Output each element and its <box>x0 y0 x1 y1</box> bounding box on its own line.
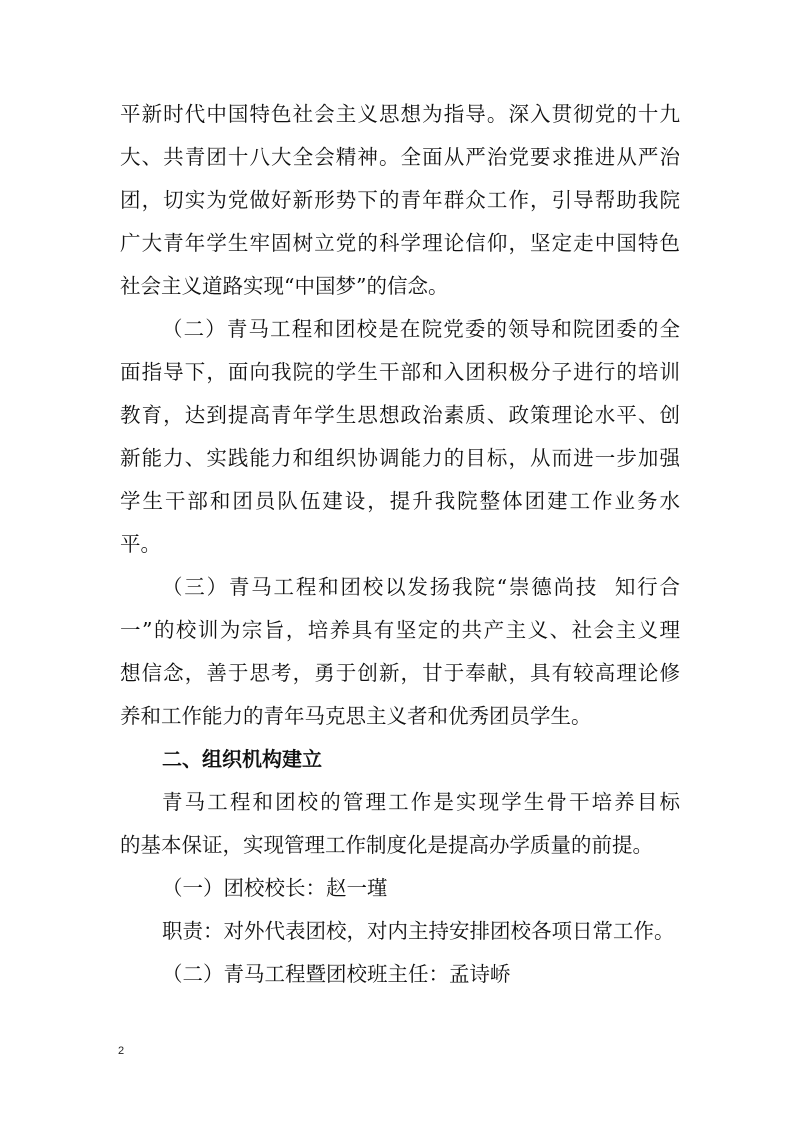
paragraph-line: 职责：对外代表团校，对内主持安排团校各项日常工作。 <box>162 919 675 943</box>
paragraph-line: 养和工作能力的青年马克思主义者和优秀团员学生。 <box>120 704 592 728</box>
paragraph-line: 大、共青团十八大全会精神。全面从严治党要求推进从严治 <box>120 145 680 169</box>
paragraph-line: 学生干部和团员队伍建设，提升我院整体团建工作业务水 <box>120 489 680 513</box>
section-heading: 二、组织机构建立 <box>162 747 322 771</box>
paragraph-line: 面指导下，面向我院的学生干部和入团积极分子进行的培训 <box>120 360 680 384</box>
paragraph-line: 团，切实为党做好新形势下的青年群众工作，引导帮助我院 <box>120 188 680 212</box>
page-number: 2 <box>118 1045 125 1057</box>
paragraph-line: （二）青马工程和团校是在院党委的领导和院团委的全 <box>162 317 680 341</box>
paragraph-line: 平新时代中国特色社会主义思想为指导。深入贯彻党的十九 <box>120 102 680 126</box>
paragraph-line: （一）团校校长：赵一瑾 <box>162 876 388 900</box>
paragraph-line: 新能力、实践能力和组织协调能力的目标，从而进一步加强 <box>120 446 680 470</box>
paragraph-line: （二）青马工程暨团校班主任：孟诗峤 <box>162 962 511 986</box>
paragraph-line: 社会主义道路实现“中国梦”的信念。 <box>120 274 449 298</box>
paragraph-line: 教育，达到提高青年学生思想政治素质、政策理论水平、创 <box>120 403 680 427</box>
paragraph-line: （三）青马工程和团校以发扬我院“崇德尚技 知行合 <box>162 575 680 599</box>
paragraph-line: 广大青年学生牢固树立党的科学理论信仰，坚定走中国特色 <box>120 231 680 255</box>
paragraph-line: 一”的校训为宗旨，培养具有坚定的共产主义、社会主义理 <box>120 618 680 642</box>
paragraph-line: 青马工程和团校的管理工作是实现学生骨干培养目标 <box>162 790 680 814</box>
paragraph-line: 想信念，善于思考，勇于创新，甘于奉献，具有较高理论修 <box>120 661 680 685</box>
paragraph-line: 平。 <box>120 532 161 556</box>
paragraph-line: 的基本保证，实现管理工作制度化是提高办学质量的前提。 <box>120 833 653 857</box>
